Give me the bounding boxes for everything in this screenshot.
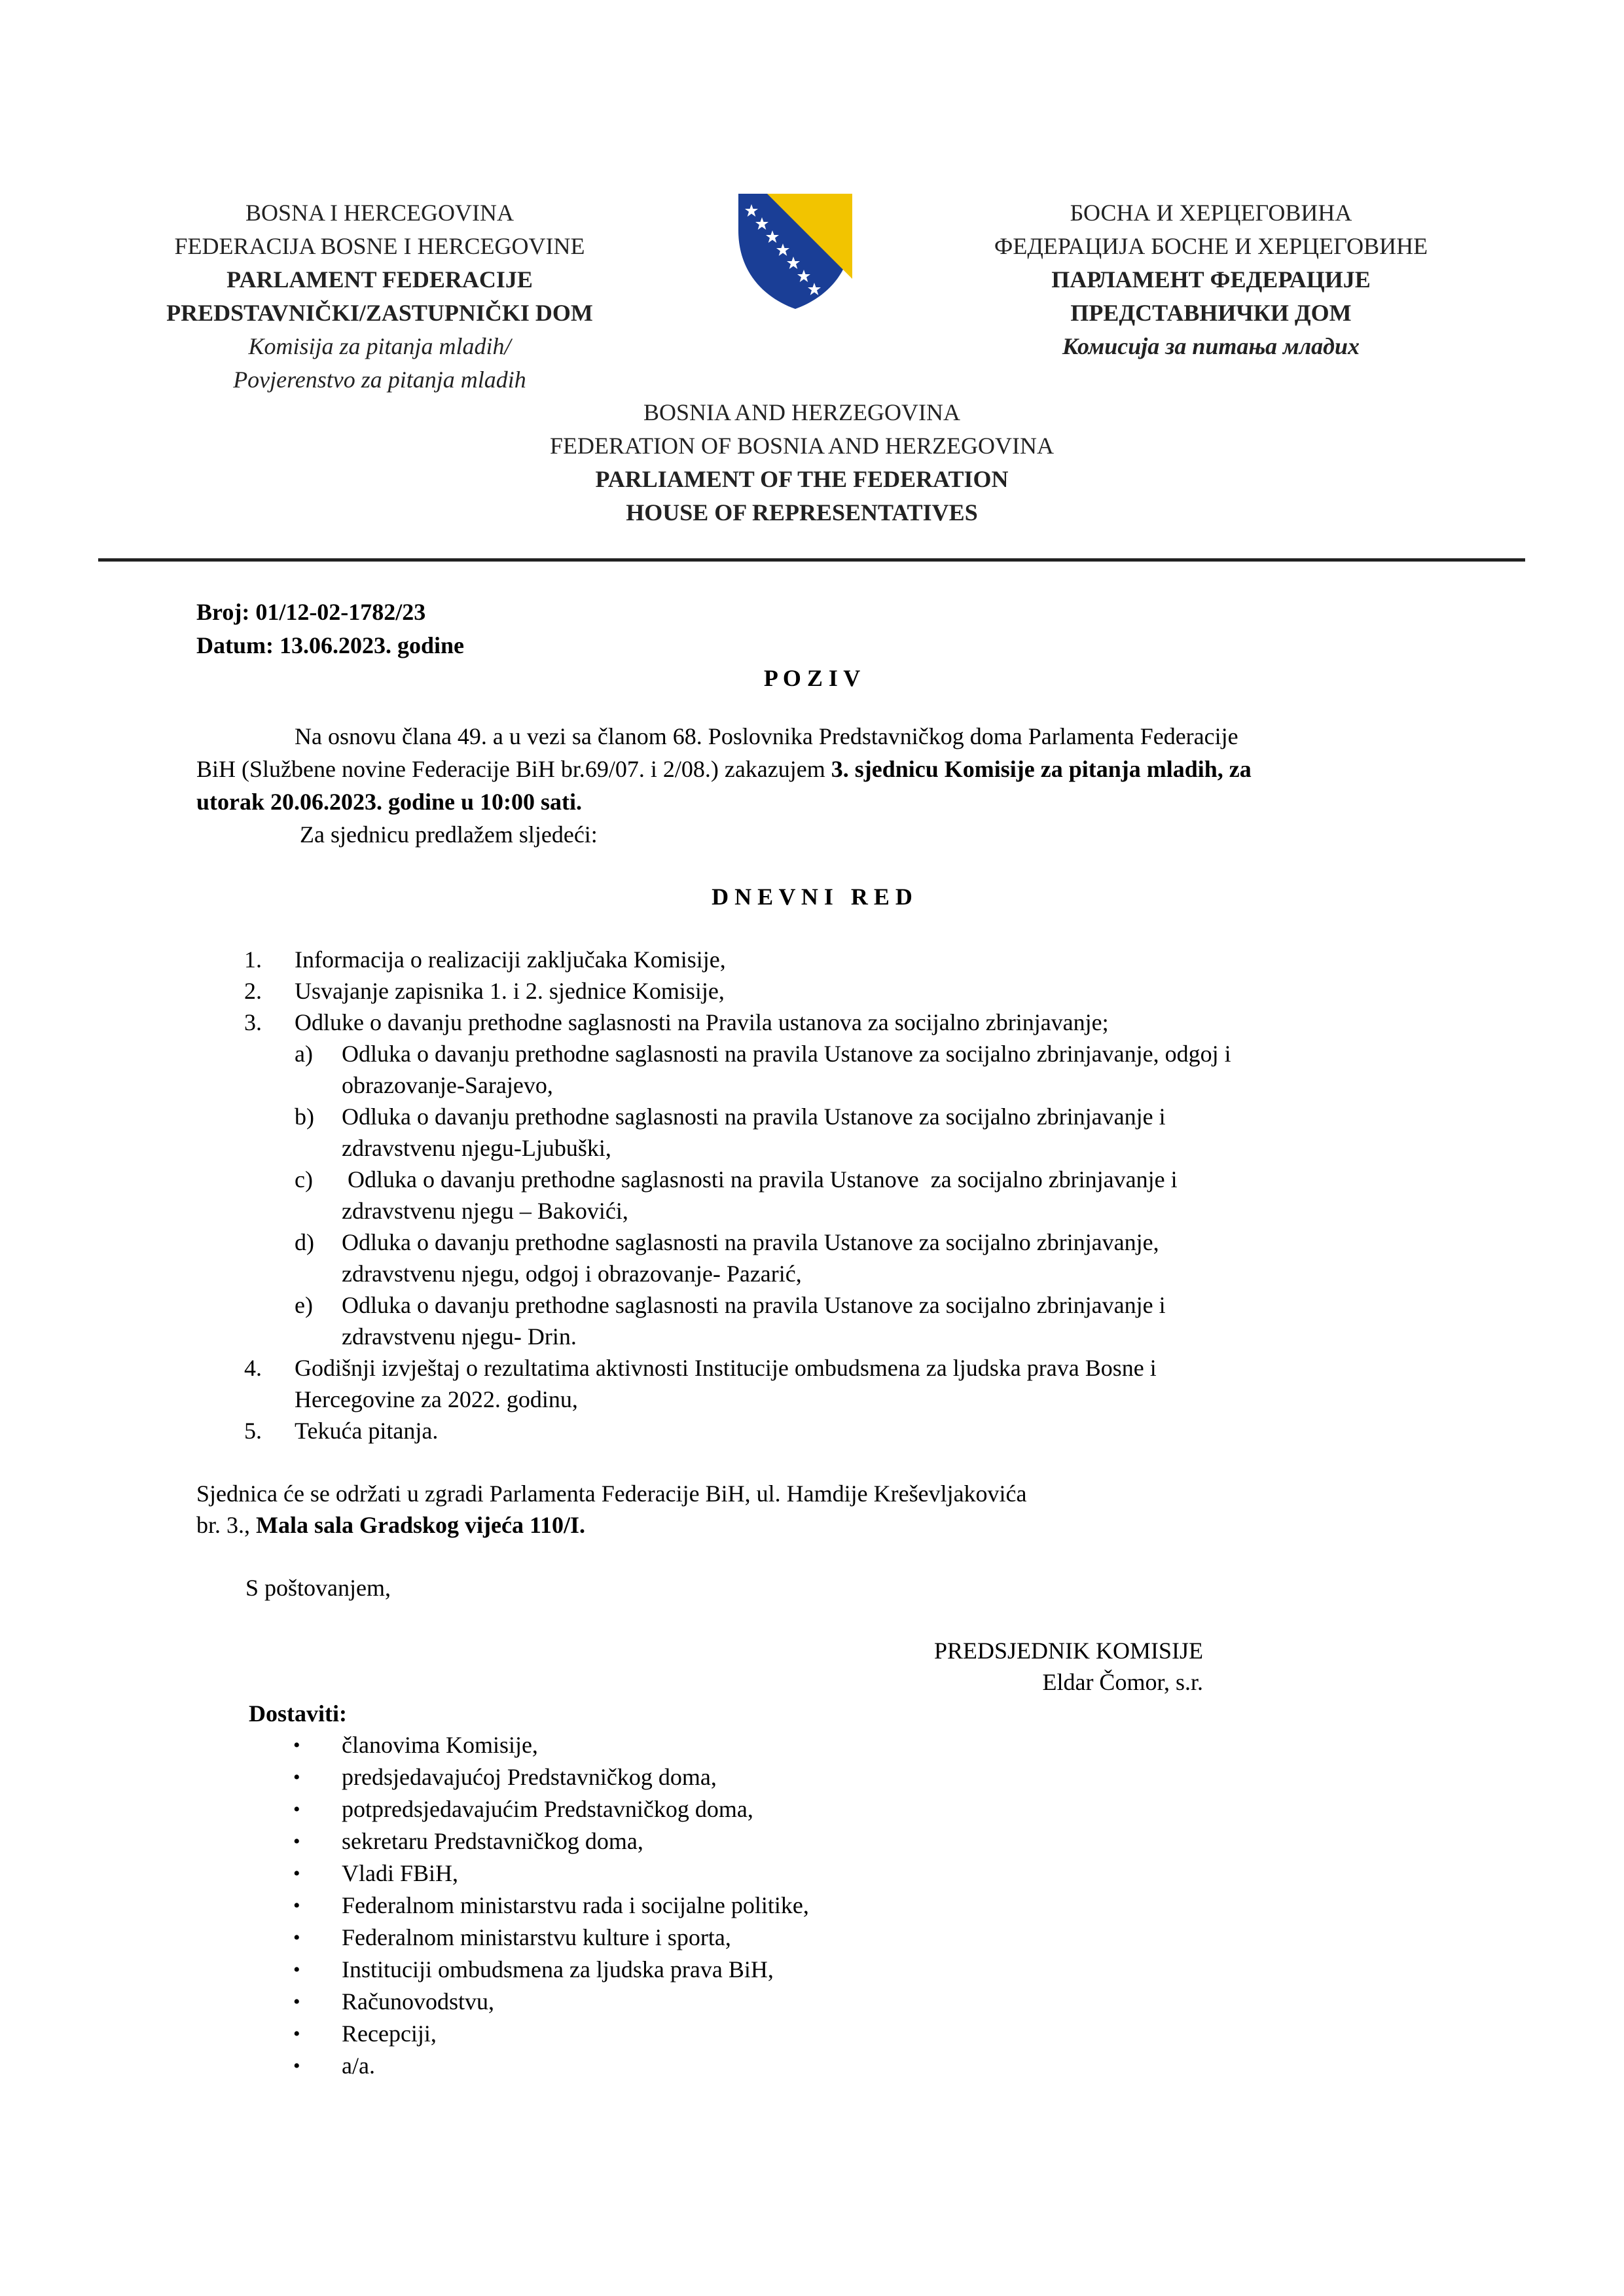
sub-item-continuation: zdravstvenu njegu – Bakovići, (342, 1198, 628, 1224)
recipient: Federalnom ministarstvu rada i socijalne politike, (342, 1892, 809, 1918)
letterhead-line: BOSNA I HERCEGOVINA (245, 200, 514, 226)
session-highlight: 3. sjednicu Komisije za pitanja mladih, za (831, 756, 1252, 782)
letterhead-right (943, 196, 1479, 363)
recipient: predsjedavajućoj Predstavničkog doma, (342, 1764, 717, 1790)
bullet-icon: • (293, 1831, 300, 1852)
sub-item-continuation: zdravstvenu njegu- Drin. (342, 1323, 577, 1350)
location-line (196, 1513, 585, 1537)
distribution-title: Dostaviti: (249, 1700, 347, 1727)
letterhead-line: БОСНА И ХЕРЦЕГОВИНА (1070, 200, 1352, 226)
letterhead-line: Komisija za pitanja mladih/ (248, 333, 511, 359)
bullet-icon: • (293, 1734, 300, 1756)
sub-item: Odluka o davanju prethodne saglasnosti na pravila Ustanove za socijalno zbrinjavanje i (342, 1292, 1166, 1318)
sub-item-letter: d) (295, 1229, 314, 1255)
recipient: Recepciji, (342, 2020, 437, 2047)
document-date: Datum: 13.06.2023. godine (196, 632, 465, 658)
reference-number: Broj: 01/12-02-1782/23 (196, 599, 426, 625)
letterhead-line: Povjerenstvo za pitanja mladih (233, 367, 526, 393)
sub-item: Odluka o davanju prethodne saglasnosti na pravila Ustanove za socijalno zbrinjavanje, odgoj i (342, 1041, 1231, 1067)
bullet-icon: • (293, 1799, 300, 1820)
intro-line (196, 757, 1252, 781)
bullet-icon: • (293, 1927, 300, 1948)
document-title: P O Z I V (763, 665, 861, 691)
closing-salutation: S poštovanjem, (245, 1575, 391, 1601)
letterhead-center (393, 396, 1211, 529)
letterhead-line: ПРЕДСТАВНИЧКИ ДОМ (1070, 300, 1352, 326)
letterhead-line: Комисија за питања младих (1062, 333, 1360, 359)
sub-item: Odluka o davanju prethodne saglasnosti na pravila Ustanove za socijalno zbrinjavanje i (342, 1166, 1178, 1193)
agenda-number: 1. (244, 946, 262, 973)
recipient: potpredsjedavajućim Predstavničkog doma, (342, 1796, 753, 1822)
letterhead-line: ФЕДЕРАЦИЈА БОСНЕ И ХЕРЦЕГОВИНЕ (994, 233, 1428, 259)
letterhead-line: FEDERATION OF BOSNIA AND HERZEGOVINA (549, 433, 1054, 459)
letterhead-line: PARLIAMENT OF THE FEDERATION (595, 466, 1009, 492)
bullet-icon: • (293, 1895, 300, 1916)
bullet-icon: • (293, 1863, 300, 1884)
agenda-number: 2. (244, 978, 262, 1004)
agenda-number: 3. (244, 1009, 262, 1035)
recipient: a/a. (342, 2053, 375, 2079)
intro-text: BiH (Službene novine Federacije BiH br.69/07. i 2/08.) zakazujem (196, 756, 831, 782)
bullet-icon: • (293, 1959, 300, 1981)
bullet-icon: • (293, 1767, 300, 1788)
agenda-number: 5. (244, 1418, 262, 1444)
session-date: utorak 20.06.2023. godine u 10:00 sati. (196, 789, 583, 815)
location-text: br. 3., (196, 1512, 257, 1538)
sub-item-letter: e) (295, 1292, 313, 1318)
recipient: Računovodstvu, (342, 1988, 494, 2015)
letterhead-line: FEDERACIJA BOSNE I HERCEGOVINE (174, 233, 585, 259)
bullet-icon: • (293, 2055, 300, 2077)
agenda-title: D N E V N I R E D (712, 884, 912, 910)
agenda-item-continuation: Hercegovine za 2022. godinu, (295, 1386, 578, 1412)
sub-item-continuation: zdravstvenu njegu-Ljubuški, (342, 1135, 611, 1161)
agenda-item: Tekuća pitanja. (295, 1418, 439, 1444)
agenda-item: Odluke o davanju prethodne saglasnosti na Pravila ustanova za socijalno zbrinjavanje; (295, 1009, 1109, 1035)
recipient: članovima Komisije, (342, 1732, 538, 1758)
signature-title: PREDSJEDNIK KOMISIJE (933, 1638, 1203, 1664)
recipient: sekretaru Predstavničkog doma, (342, 1828, 643, 1854)
agenda-number: 4. (244, 1355, 262, 1381)
letterhead-line: PREDSTAVNIČKI/ZASTUPNIČKI DOM (166, 300, 593, 326)
sub-item-continuation: obrazovanje-Sarajevo, (342, 1072, 553, 1098)
header-divider (98, 558, 1525, 562)
sub-item-letter: b) (295, 1103, 314, 1130)
recipient: Vladi FBiH, (342, 1860, 459, 1886)
location-line: Sjednica će se održati u zgradi Parlamenta Federacije BiH, ul. Hamdije Kreševljakovića (196, 1480, 1027, 1507)
intro-line: Za sjednicu predlažem sljedeći: (300, 821, 598, 848)
intro-line: Na osnovu člana 49. a u vezi sa članom 68. Poslovnika Predstavničkog doma Parlamenta Federacije (295, 723, 1238, 749)
sub-item-letter: c) (295, 1166, 313, 1193)
signature-name: Eldar Čomor, s.r. (1042, 1669, 1203, 1695)
letterhead-line: PARLAMENT FEDERACIJE (226, 266, 533, 293)
coat-of-arms-icon (733, 190, 857, 311)
recipient: Federalnom ministarstvu kulture i sporta, (342, 1924, 731, 1950)
agenda-item: Informacija o realizaciji zaključaka Komisije, (295, 946, 726, 973)
bullet-icon: • (293, 1991, 300, 2013)
letterhead-line: ПАРЛАМЕНТ ФЕДЕРАЦИЈЕ (1051, 266, 1371, 293)
sub-item-continuation: zdravstvenu njegu, odgoj i obrazovanje- Pazarić, (342, 1261, 802, 1287)
sub-item-letter: a) (295, 1041, 313, 1067)
bullet-icon: • (293, 2023, 300, 2045)
sub-item: Odluka o davanju prethodne saglasnosti na pravila Ustanove za socijalno zbrinjavanje, (342, 1229, 1159, 1255)
agenda-item: Godišnji izvještaj o rezultatima aktivnosti Institucije ombudsmena za ljudska prava Bosne i (295, 1355, 1157, 1381)
recipient: Instituciji ombudsmena za ljudska prava BiH, (342, 1956, 774, 1982)
meeting-room: Mala sala Gradskog vijeća 110/I. (256, 1512, 586, 1538)
sub-item: Odluka o davanju prethodne saglasnosti na pravila Ustanove za socijalno zbrinjavanje i (342, 1103, 1166, 1130)
letterhead-left (111, 196, 648, 397)
letterhead-line: BOSNIA AND HERZEGOVINA (643, 399, 960, 425)
letterhead-line: HOUSE OF REPRESENTATIVES (626, 499, 978, 526)
agenda-item: Usvajanje zapisnika 1. i 2. sjednice Komisije, (295, 978, 725, 1004)
